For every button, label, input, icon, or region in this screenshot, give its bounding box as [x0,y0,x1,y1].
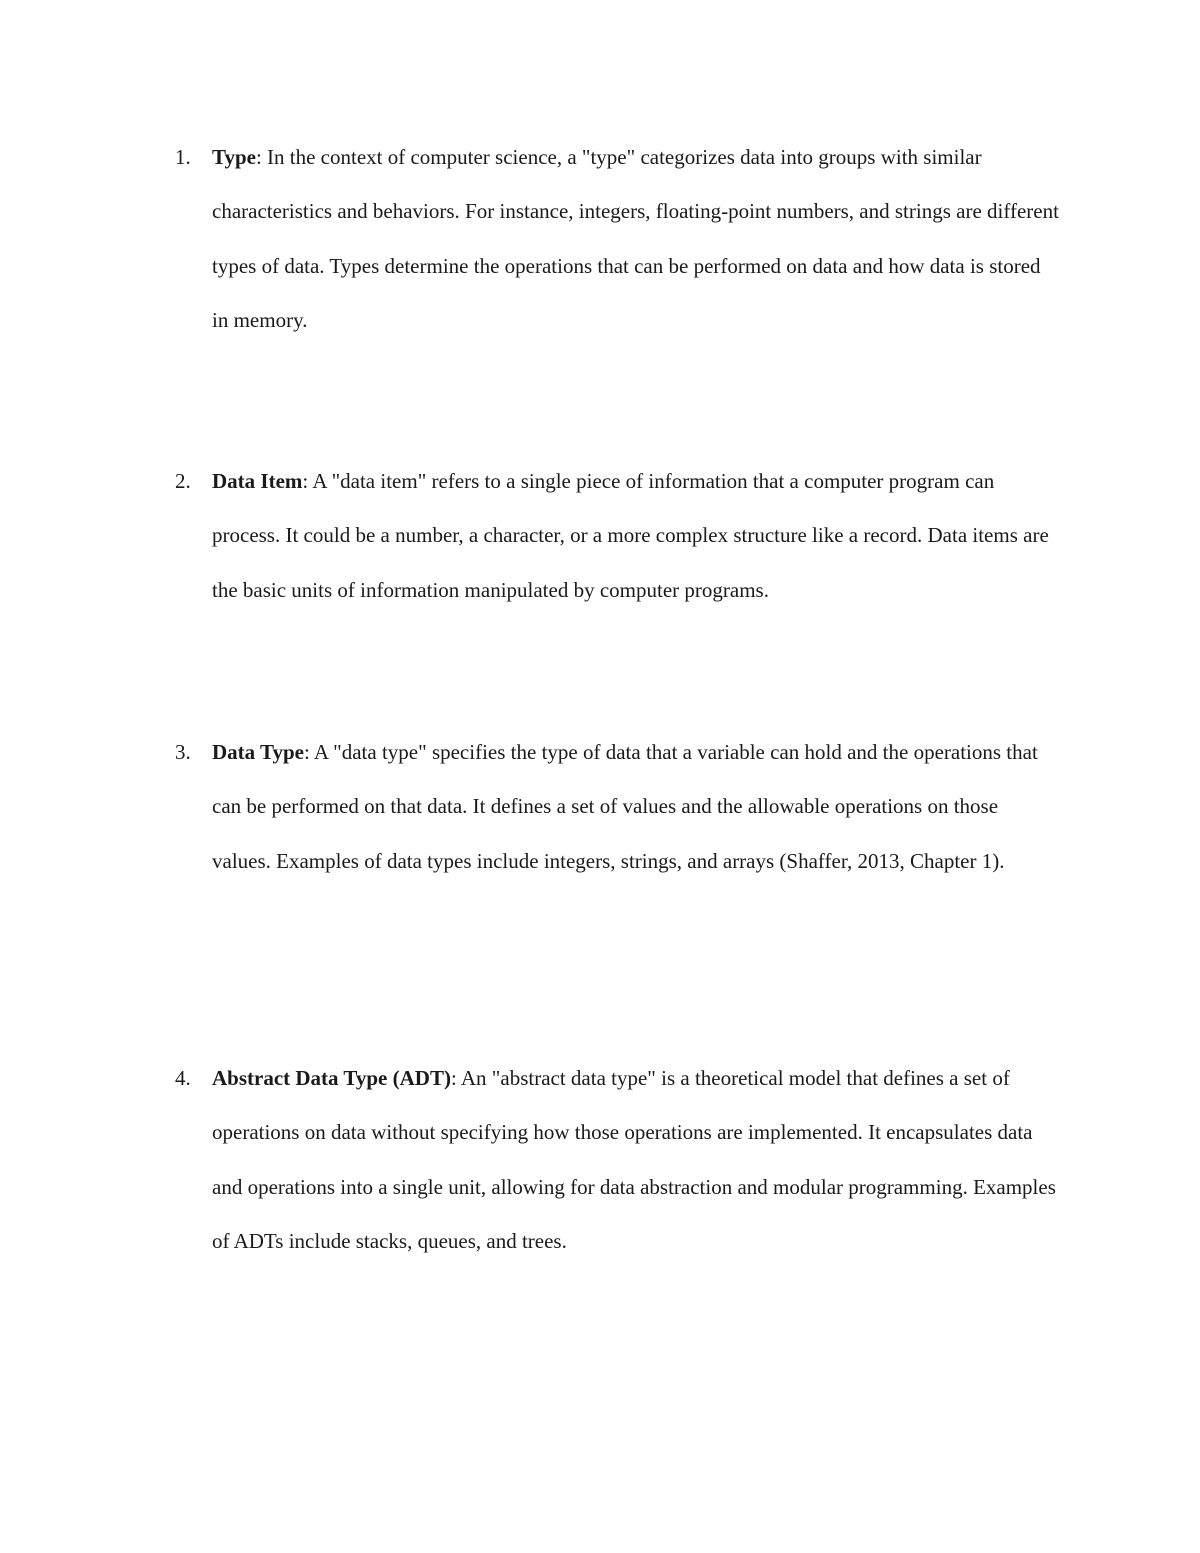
list-number: 4. [175,1066,191,1090]
term-label: Data Type [212,740,304,764]
term-label: Type [212,145,256,169]
list-number: 1. [175,145,191,169]
term-label: Data Item [212,469,303,493]
term-label: Abstract Data Type (ADT) [212,1066,451,1090]
definition-text: : In the context of computer science, a "type" categorizes data into groups with similar characteristics and behaviors. For instance, integers, floating-point numbers, and strings are different types of data. Types determine the operations that can be performed on data and how data is stored in memory. [212,145,1059,333]
list-item-body [212,725,1062,888]
list-item-body [212,130,1062,348]
list-item-data-type [175,725,1075,888]
definition-text: : A "data item" refers to a single piece of information that a computer program can process. It could be a number, a character, or a more complex structure like a record. Data items are the basic units of information manipulated by computer programs. [212,469,1049,602]
list-number: 2. [175,469,191,493]
list-item-type [175,130,1075,348]
definition-text: : An "abstract data type" is a theoretical model that defines a set of operations on data without specifying how those operations are implemented. It encapsulates data and operations into a single unit, allowing for data abstraction and modular programming. Examples of ADTs include stacks, queues, and trees. [212,1066,1056,1254]
list-item-body [212,1051,1062,1269]
list-item-abstract-data-type [175,1051,1075,1269]
definition-text: : A "data type" specifies the type of data that a variable can hold and the operations that can be performed on that data. It defines a set of values and the allowable operations on those values. Examples of data types include integers, strings, and arrays (Shaffer, 2013, Chapter 1). [212,740,1038,873]
list-item-body [212,454,1062,617]
list-number: 3. [175,740,191,764]
list-item-data-item [175,454,1075,617]
